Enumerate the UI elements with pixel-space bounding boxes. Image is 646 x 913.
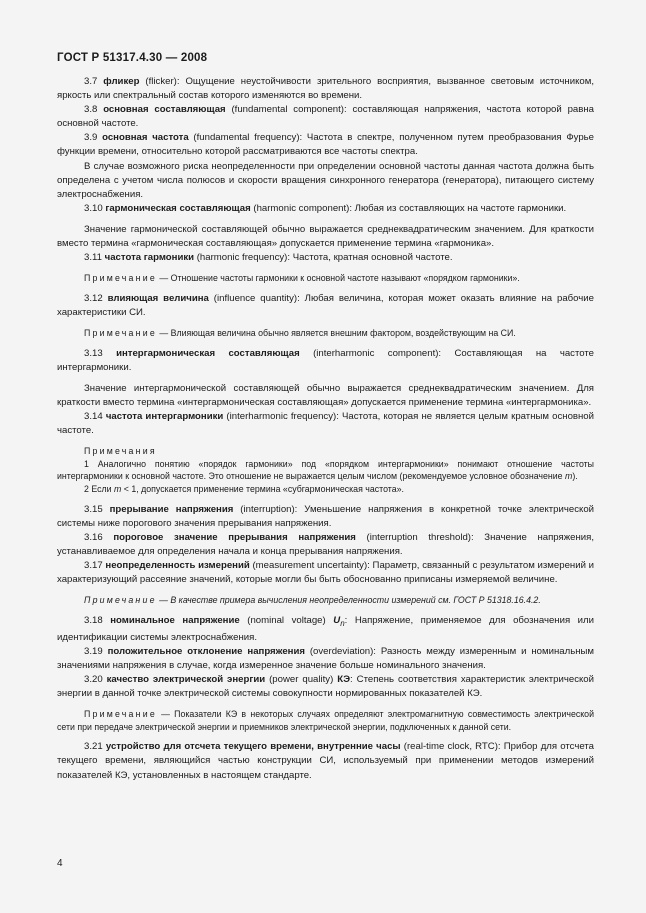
term-name: интергармоническая составляющая: [116, 347, 300, 359]
page-number: 4: [57, 858, 63, 869]
term-definition: (overdeviation): Разность между измеренным и номинальным значениями напряжения в случае, когда измеренное значение больше номинального значения.: [57, 645, 594, 671]
term-3-17: [57, 559, 594, 587]
term-definition: (interruption threshold): Значение напряжения, устанавливаемое для определения начала и конца прерывания напряжения.: [57, 531, 594, 557]
term-number: 3.13: [84, 347, 117, 359]
term-name: основная частота: [102, 132, 189, 144]
term-number: 3.16: [84, 531, 114, 543]
term-3-19: [57, 645, 594, 673]
note-3-20: [57, 708, 594, 733]
term-name: основная составляющая: [103, 104, 226, 116]
symbol-subscript: n: [340, 618, 345, 628]
term-definition: (harmonic frequency): Частота, кратная основной частоте.: [194, 252, 453, 264]
note-3-17: [57, 594, 594, 607]
note-label: Примечание: [84, 273, 157, 284]
term-3-14: [57, 410, 594, 438]
term-3-20: [57, 673, 594, 701]
term-definition: (fundamental component): составляющая напряжения, частота которой равна основной частоте.: [57, 104, 594, 130]
term-number: 3.12: [84, 292, 108, 304]
term-name: прерывание напряжения: [109, 503, 234, 515]
term-number: 3.8: [84, 104, 104, 116]
note-text: < 1, допускается применение термина «субгармоническая частота».: [121, 483, 404, 494]
term-3-8: [57, 103, 594, 131]
note-text: — В качестве примера вычисления неопределенности измерений см. ГОСТ Р 51318.16.4.2.: [156, 595, 541, 606]
term-abbreviation: КЭ: [337, 673, 351, 685]
term-definition: (harmonic component): Любая из составляющих на частоте гармоники.: [250, 202, 567, 214]
document-header: ГОСТ Р 51317.4.30 — 2008: [57, 52, 208, 64]
term-definition: : Напряжение, применяемое для обозначения или идентификации системы электроснабжения.: [57, 614, 594, 643]
term-number: 3.14: [84, 410, 106, 422]
note-text: 2 Если: [84, 483, 114, 494]
term-name: гармоническая составляющая: [105, 202, 251, 214]
term-name: устройство для отсчета текущего времени, внутренние часы: [105, 741, 401, 753]
note-text: — Отношение частоты гармоники к основной частоте называют «порядком гармоники».: [156, 273, 520, 284]
paragraph-3-9-b: В случае возможного риска неопределенности при определении основной частоты данная частота должна быть определена с учетом числа полюсов и скорости вращения синхронного генератора (генератора), питающего систему электроснабжения.: [57, 160, 594, 200]
paragraph-3-10-b: Значение гармонической составляющей обычно выражается среднеквадратическим значением. Для краткости вместо термина «гармоническая составляющая» допускается применение термина «гармоника».: [57, 223, 594, 250]
note-text: — Влияющая величина обычно является внешним фактором, воздействующим на СИ.: [156, 328, 516, 338]
term-definition: (influence quantity): Любая величина, которая может оказать влияние на рабочие характеристики СИ.: [57, 292, 594, 318]
term-3-9: [57, 131, 594, 159]
term-definition: (interruption): Уменьшение напряжения в конкретной точке электрической системы ниже порогового значения прерывания напряжения.: [57, 503, 595, 529]
term-number: 3.11: [84, 252, 105, 264]
term-english: (nominal voltage): [239, 614, 334, 626]
term-3-18: [57, 614, 594, 645]
note-label: Примечания: [84, 446, 157, 457]
term-number: 3.20: [84, 673, 107, 685]
notes-3-14-label: [57, 445, 594, 458]
term-definition: : Степень соответствия характеристик электрической энергии в данной точке электрической системы совокупности нормированных показателей КЭ.: [57, 673, 594, 700]
term-number: 3.9: [84, 132, 103, 144]
term-definition: (fundamental frequency): Частота в спектре, полученном путем преобразования Фурье функции времени, относительно которой рассматриваются все частоты спектра.: [57, 132, 594, 158]
term-3-16: [57, 531, 594, 559]
term-number: 3.21: [84, 741, 106, 753]
term-number: 3.10: [84, 202, 106, 214]
term-name: неопределенность измерений: [105, 559, 250, 571]
term-english: (power quality): [265, 673, 338, 685]
term-name: частота интергармоники: [105, 410, 224, 422]
term-3-12: [57, 292, 594, 320]
document-body: [57, 75, 594, 783]
note-text: 1 Аналогично понятию «порядок гармоники» под «порядком интергармоники» понимают отношение частоты интергармоники к основной частоте. Это отношение не выражается целым числом (рекомендуемое условное обозначение: [57, 458, 594, 482]
note-3-12: [57, 327, 594, 340]
term-number: 3.18: [84, 614, 111, 626]
term-name: фликер: [103, 76, 140, 87]
term-definition: (flicker): Ощущение неустойчивости зрительного восприятия, вызванное световым источником, яркость или спектральный состав которого изменяются во времени.: [57, 76, 594, 102]
note-label: Примечание: [84, 709, 157, 720]
paragraph-3-13-b: Значение интергармонической составляющей обычно выражается среднеквадратическим значением. Для краткости вместо термина «интергармоническая составляющая» допускается применение термина «интергармоника».: [57, 382, 594, 408]
symbol-u: U: [333, 614, 341, 626]
note-text: — Показатели КЭ в некоторых случаях определяют электромагнитную совместимость электрической сети при передаче электрической энергии и приемников электрической энергии, подключенных к данной сети.: [57, 709, 594, 732]
term-3-21: [57, 740, 594, 782]
note-label: Примечание: [84, 595, 157, 606]
note-3-14-2: [57, 483, 594, 496]
term-number: 3.15: [84, 503, 110, 515]
term-number: 3.19: [84, 645, 108, 657]
term-3-10: [57, 202, 594, 216]
term-number: 3.17: [84, 559, 106, 571]
term-definition: (measurement uncertainty): Параметр, связанный с результатом измерений и характеризующий рассеяние значений, которые могли бы быть обоснованно приписаны измеряемой величине.: [57, 559, 595, 585]
symbol-m: m: [114, 483, 122, 494]
term-name: качество электрической энергии: [106, 673, 266, 685]
note-3-14-1: [57, 458, 594, 483]
note-3-11: [57, 272, 594, 285]
term-definition: (real-time clock, RTC): Прибор для отсчета текущего времени, являющийся частью конструкции СИ, используемый при применении методов измерений показателей КЭ, установленных в настоящем стандарте.: [57, 741, 594, 781]
term-name: частота гармоники: [104, 252, 195, 264]
note-label: Примечание: [84, 328, 157, 338]
term-3-13: [57, 347, 594, 375]
term-name: номинальное напряжение: [110, 614, 240, 626]
term-number: 3.7: [84, 76, 104, 87]
note-text: ).: [572, 471, 578, 482]
term-name: влияющая величина: [107, 292, 209, 304]
term-name: пороговое значение прерывания напряжения: [113, 531, 356, 543]
term-name: положительное отклонение напряжения: [107, 645, 305, 657]
term-definition: (interharmonic component): Составляющая на частоте интергармоники.: [57, 347, 594, 373]
term-3-7: [57, 75, 594, 103]
term-3-11: [57, 251, 594, 265]
term-definition: (interharmonic frequency): Частота, которая не является целым кратным основной частоте.: [57, 410, 594, 437]
symbol-m: m: [565, 471, 573, 482]
term-3-15: [57, 503, 594, 531]
